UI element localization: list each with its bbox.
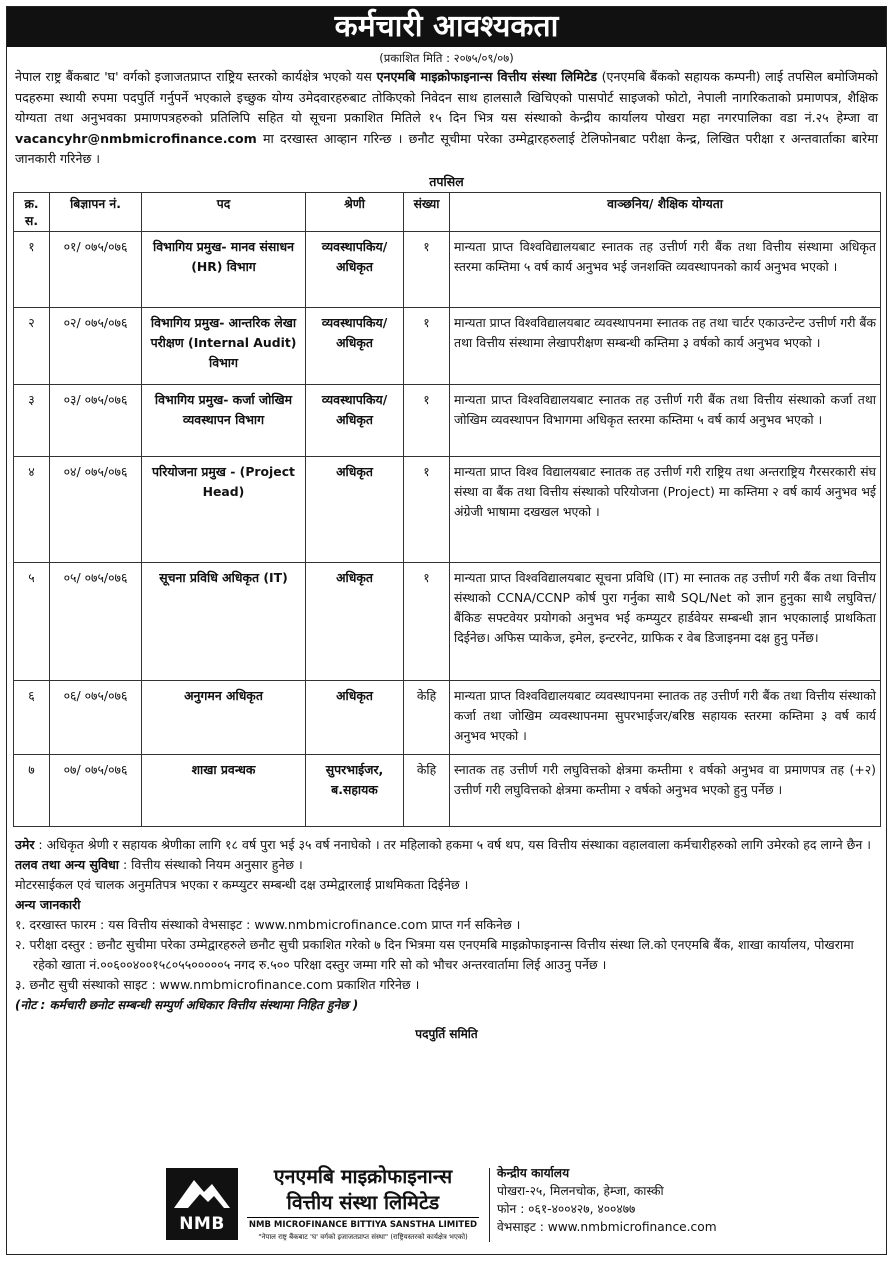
cell-post: विभागिय प्रमुख- मानव संसाधन (HR) विभाग xyxy=(142,231,306,307)
cell-qualification: मान्यता प्राप्त विश्वविद्यालयबाट स्नातक तह उत्तीर्ण गरी बैंक तथा वित्तीय संस्थाको कर्जा तथा जोखिम व्यवस्थापन विभागमा अधिकृत स्तरमा कम्तिमा ५ वर्ष कार्य अनुभव भएको । xyxy=(450,384,881,456)
footer-divider xyxy=(489,1168,490,1242)
cell-level: अधिकृत xyxy=(306,680,404,754)
cell-adno: ०६/ ०७५/०७६ xyxy=(50,680,142,754)
list-item: २. परीक्षा दस्तुर : छनौट सुचीमा परेका उम्मेद्वारहरुले छनौट सुची प्रकाशित गरेको ७ दिन भित्रमा यस एनएमबि माइक्रोफाइनान्स वित्तीय संस्था लि.को एनएमबि बैंक, शाखा कार्यालय, पोखरामा रहेको खाता नं.००६००४००१५८०५५०००००५ नगद रु.५०० परिक्षा दस्तुर जम्मा गरि सो को भौचर अन्तरवार्तामा लिई आउनु पर्नेछ । xyxy=(15,936,854,972)
cell-sn: ३ xyxy=(14,384,50,456)
cell-count: १ xyxy=(404,231,450,307)
email-link[interactable]: vacancyhr@nmbmicrofinance.com xyxy=(15,130,257,146)
cell-adno: ०३/ ०७५/०७६ xyxy=(50,384,142,456)
col-header-sn: क्र. स. xyxy=(14,192,50,231)
office-heading: केन्द्रीय कार्यालय xyxy=(497,1166,570,1180)
table-row xyxy=(14,307,881,384)
age-note xyxy=(15,835,878,855)
col-header-post: पद xyxy=(142,192,306,231)
cell-post: विभागिय प्रमुख- आन्तरिक लेखा परीक्षण (Internal Audit) विभाग xyxy=(142,307,306,384)
table-row xyxy=(14,562,881,680)
cell-adno: ०२/ ०७५/०७६ xyxy=(50,307,142,384)
cell-qualification: मान्यता प्राप्त विश्वविद्यालयबाट व्यवस्थापनमा स्नातक तह उत्तीर्ण गरी बैंक तथा वित्तीय संस्थाको कर्जा तथा जोखिम व्यवस्थापनमा सुपरभाईजर/बरिष्ठ सहायक स्तरमा कम्तिमा ३ वर्ष कार्य अनुभव भएको । xyxy=(450,680,881,754)
cell-count: १ xyxy=(404,384,450,456)
cell-level: व्यवस्थापकिय/ अधिकृत xyxy=(306,307,404,384)
cell-count: केहि xyxy=(404,754,450,826)
cell-sn: ६ xyxy=(14,680,50,754)
office-address: पोखरा-२५, मिलनचोक, हेम्जा, कास्की xyxy=(497,1184,664,1198)
salary-label: तलव तथा अन्य सुविधा xyxy=(15,856,120,872)
col-header-count: संख्या xyxy=(404,192,450,231)
table-heading: तपसिल xyxy=(429,173,464,189)
office-website[interactable]: वेभसाइट : www.nmbmicrofinance.com xyxy=(497,1220,717,1234)
cell-sn: २ xyxy=(14,307,50,384)
office-phone: फोन : ०६१-४००४२७, ४००४७७ xyxy=(497,1202,636,1216)
notes-section xyxy=(7,835,886,1015)
cell-level: व्यवस्थापकिय/ अधिकृत xyxy=(306,231,404,307)
cell-count: केहि xyxy=(404,680,450,754)
list-item: ३. छनौट सुची संस्थाको साइट : www.nmbmicrofinance.com प्रकाशित गरिनेछ । xyxy=(15,976,420,992)
logo-text: NMB xyxy=(179,1214,225,1234)
salary-text: : वित्तीय संस्थाको नियम अनुसार हुनेछ । xyxy=(119,856,303,872)
cell-count: १ xyxy=(404,562,450,680)
salary-note xyxy=(15,855,878,875)
nmb-logo xyxy=(166,1168,238,1240)
cell-count: १ xyxy=(404,307,450,384)
company-block xyxy=(247,1164,479,1242)
col-header-level: श्रेणी xyxy=(306,192,404,231)
intro-text-3: मा दरखास्त आव्हान गरिन्छ । छनौट सूचीमा परेका उम्मेद्वारहरुलाई टेलिफोनबाट परीक्षा केन्द्र, लिखित परीक्षा र अन्तवार्ताका बारेमा जानकारी गरिनेछ । xyxy=(15,130,878,166)
page-title: कर्मचारी आवश्यकता xyxy=(7,7,886,47)
company-name-line1: एनएमबि माइक्रोफाइनान्स xyxy=(273,1165,453,1188)
cell-qualification: मान्यता प्राप्त विश्वविद्यालयबाट व्यवस्थापनमा स्नातक तह तथा चार्टर एकाउन्टेन्ट उत्तीर्ण गरी बैंक तथा वित्तीय संस्थामा लेखापरीक्षण सम्बन्धी कम्तिमा ३ वर्षको कार्य अनुभव भएको । xyxy=(450,307,881,384)
age-label: उमेर xyxy=(15,836,35,852)
table-row xyxy=(14,231,881,307)
cell-level: सुपरभाईजर, ब.सहायक xyxy=(306,754,404,826)
table-row xyxy=(14,456,881,562)
cell-sn: ४ xyxy=(14,456,50,562)
vacancy-table xyxy=(13,192,881,827)
footer xyxy=(7,1165,886,1246)
cell-post: परियोजना प्रमुख - (Project Head) xyxy=(142,456,306,562)
mountain-icon xyxy=(174,1174,230,1208)
table-row xyxy=(14,754,881,826)
table-row xyxy=(14,384,881,456)
vacancy-notice xyxy=(6,6,887,1255)
cell-post: विभागिय प्रमुख- कर्जा जोखिम व्यवस्थापन विभाग xyxy=(142,384,306,456)
cell-adno: ०४/ ०७५/०७६ xyxy=(50,456,142,562)
table-header-row xyxy=(14,192,881,231)
table-row xyxy=(14,680,881,754)
cell-sn: ७ xyxy=(14,754,50,826)
org-name: एनएमबि माइक्रोफाइनान्स वित्तीय संस्था लिमिटेड xyxy=(376,69,597,84)
intro-text-1: नेपाल राष्ट्र बैंकबाट 'घ' वर्गको इजाजतप्राप्त राष्ट्रिय स्तरको कार्यक्षेत्र भएको यस xyxy=(15,69,377,84)
company-name-english: NMB MICROFINANCE BITTIYA SANSTHA LIMITED xyxy=(247,1217,479,1230)
cell-adno: ०१/ ०७५/०७६ xyxy=(50,231,142,307)
cell-qualification: मान्यता प्राप्त विश्वविद्यालयबाट सूचना प्रविधि (IT) मा स्नातक तह उत्तीर्ण गरी बैंक तथा वित्तीय संस्थाको CCNA/CCNP कोर्ष पुरा गर्नुका साथै SQL/Net को ज्ञान हुनुका साथै लघुवित्त/बैंकिङ सफ्टवेयर प्रयोगको अनुभव भई कम्प्युटर हार्डवेयर सम्बन्धी ज्ञान भएकालाई प्राथकिता दिईनेछ। अफिस प्याकेज, इमेल, इन्टरनेट, ग्राफिक र वेब डिजाइनमा दक्ष हुनु पर्नेछ। xyxy=(450,562,881,680)
office-block xyxy=(497,1164,717,1236)
authority-note: (नोट : कर्मचारी छनोट सम्बन्धी सम्पुर्ण अधिकार वित्तीय संस्थामा निहित हुनेछ ) xyxy=(15,997,359,1012)
col-header-qualification: वाञ्छनिय/ शैक्षिक योग्यता xyxy=(450,192,881,231)
cell-post: अनुगमन अधिकृत xyxy=(142,680,306,754)
cell-level: अधिकृत xyxy=(306,562,404,680)
cell-adno: ०५/ ०७५/०७६ xyxy=(50,562,142,680)
age-text: : अधिकृत श्रेणी र सहायक श्रेणीका लागि १८ वर्ष पुरा भई ३५ वर्ष ननाघेको । तर महिलाको हकमा ५ वर्ष थप, यस वित्तीय संस्थाका वहालवाला कर्मचारीहरुको लागि उमेरको हद लाग्ने छैन । xyxy=(34,836,872,852)
cell-post: शाखा प्रवन्धक xyxy=(142,754,306,826)
cell-qualification: मान्यता प्राप्त विश्वविद्यालयबाट स्नातक तह उत्तीर्ण गरी बैंक तथा वित्तीय संस्थामा अधिकृत स्तरमा कम्तिमा ५ वर्ष कार्य अनुभव भई जनशक्ति व्यवस्थापनको कार्य अनुभव भएको । xyxy=(450,231,881,307)
cell-sn: ५ xyxy=(14,562,50,680)
cell-count: १ xyxy=(404,456,450,562)
cell-qualification: स्नातक तह उत्तीर्ण गरी लघुवित्तको क्षेत्रमा कम्तीमा १ वर्षको अनुभव वा प्रमाणपत्र तह (+२) उत्तीर्ण गरी लघुवित्तको क्षेत्रमा कम्तीमा २ वर्षको अनुभव भएको हुनु पर्नेछ । xyxy=(450,754,881,826)
list-item: १. दरखास्त फारम : यस वित्तीय संस्थाको वेभसाइट : www.nmbmicrofinance.com प्राप्त गर्न सकिनेछ । xyxy=(15,916,521,932)
intro-text-2: (एनएमबि बैंकको सहायक कम्पनी) लाई तपसिल बमोजिमको पदहरुमा स्थायी रुपमा पदपुर्ति गर्नुपर्ने भएकाले इच्छुक योग्य उमेदवारहरुबाट तोकिएको निवेदन साथ हालसालै खिचिएको पासपोर्ट साइजको फोटो, नेपाली नागरिकताको प्रमाणपत्र, शैक्षिक योग्यता तथा अनुभवका प्रमाणपत्रहरुको प्रतिलिपि सहित यो सूचना प्रकाशित मितिले १५ दिन भित्र यस संस्थाको केन्द्रीय कार्यालय पोखरा महा नगरपालिका वडा नं.२५ हेम्जा वा xyxy=(15,69,879,125)
cell-adno: ०७/ ०७५/०७६ xyxy=(50,754,142,826)
col-header-adno: बिज्ञापन नं. xyxy=(50,192,142,231)
company-tagline: "नेपाल राष्ट्र बैंकबाट 'घ' वर्गको इजाजतप्राप्त संस्था" (राष्ट्रियस्तरको कार्यक्षेत्र भएको) xyxy=(258,1233,468,1241)
cell-post: सूचना प्रविधि अधिकृत (IT) xyxy=(142,562,306,680)
other-info-heading: अन्य जानकारी xyxy=(15,896,81,912)
cell-sn: १ xyxy=(14,231,50,307)
committee-label: पदपुर्ति समिति xyxy=(415,1026,478,1041)
cell-level: अधिकृत xyxy=(306,456,404,562)
published-date: (प्रकाशित मिति : २०७५/०९/०७) xyxy=(379,51,514,65)
cell-qualification: मान्यता प्राप्त विश्व विद्यालयबाट स्नातक तह उत्तीर्ण गरी राष्ट्रिय तथा अन्तराष्ट्रिय गैरसरकारी संघ संस्था वा बैंक तथा वित्तीय संस्थाको परियोजना (Project) मा कम्तिमा २ वर्ष कार्य अनुभव भई अंग्रेजी भाषामा दखखल भएको । xyxy=(450,456,881,562)
intro-paragraph xyxy=(7,67,886,170)
priority-note: मोटरसाईकल एवं चालक अनुमतिपत्र भएका र कम्प्युटर सम्बन्धी दक्ष उम्मेद्वारलाई प्राथमिकता दिईनेछ । xyxy=(15,876,469,892)
company-name-line2: वित्तीय संस्था लिमिटेड xyxy=(286,1191,440,1214)
other-info-list xyxy=(15,915,878,995)
cell-level: व्यवस्थापकिय/ अधिकृत xyxy=(306,384,404,456)
